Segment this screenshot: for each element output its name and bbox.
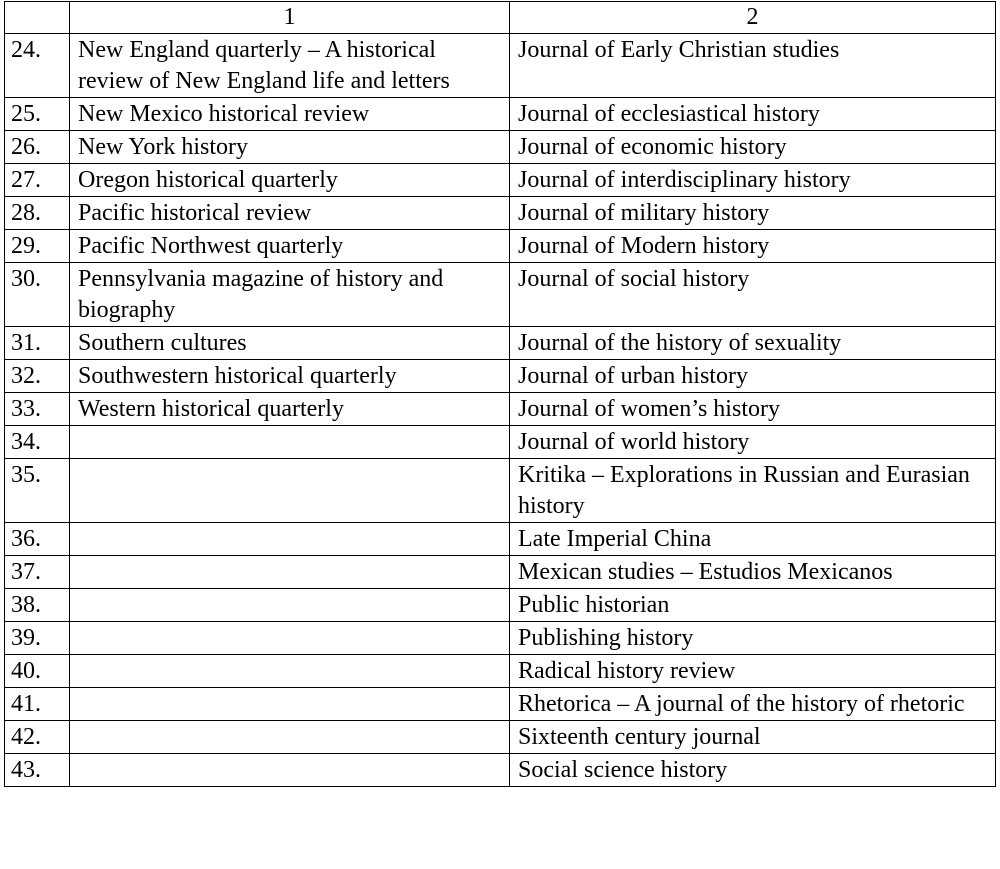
- table-row: [5, 131, 996, 164]
- column-2-cell: Social science history: [510, 754, 996, 787]
- column-2-cell: Journal of the history of sexuality: [510, 327, 996, 360]
- row-number: 31.: [5, 327, 70, 360]
- column-1-cell: Western historical quarterly: [70, 393, 510, 426]
- row-number: 33.: [5, 393, 70, 426]
- column-1-cell: [70, 655, 510, 688]
- row-number: 42.: [5, 721, 70, 754]
- column-1-cell: [70, 459, 510, 523]
- column-1-cell: New York history: [70, 131, 510, 164]
- column-1-cell: [70, 622, 510, 655]
- table-row: [5, 360, 996, 393]
- column-1-cell: New Mexico historical review: [70, 98, 510, 131]
- table-row: [5, 263, 996, 327]
- column-2-cell: Journal of women’s history: [510, 393, 996, 426]
- row-number: 39.: [5, 622, 70, 655]
- table-row: [5, 655, 996, 688]
- row-number: 28.: [5, 197, 70, 230]
- table-row: [5, 34, 996, 98]
- table-row: [5, 459, 996, 523]
- table-row: [5, 523, 996, 556]
- row-number: 41.: [5, 688, 70, 721]
- table-header-row: [5, 2, 996, 34]
- row-number: 37.: [5, 556, 70, 589]
- column-2-cell: Journal of ecclesiastical history: [510, 98, 996, 131]
- column-1-cell: Southwestern historical quarterly: [70, 360, 510, 393]
- table-row: [5, 426, 996, 459]
- row-number: 34.: [5, 426, 70, 459]
- row-number: 30.: [5, 263, 70, 327]
- row-number: 25.: [5, 98, 70, 131]
- table-row: [5, 98, 996, 131]
- column-2-cell: Public historian: [510, 589, 996, 622]
- column-2-cell: Journal of interdisciplinary history: [510, 164, 996, 197]
- row-number: 36.: [5, 523, 70, 556]
- column-1-cell: [70, 721, 510, 754]
- table-row: [5, 197, 996, 230]
- column-1-cell: [70, 754, 510, 787]
- table-row: [5, 393, 996, 426]
- row-number: 24.: [5, 34, 70, 98]
- row-number: 29.: [5, 230, 70, 263]
- column-1-cell: New England quarterly – A historical review of New England life and letters: [70, 34, 510, 98]
- table-row: [5, 230, 996, 263]
- column-2-cell: Rhetorica – A journal of the history of rhetoric: [510, 688, 996, 721]
- column-2-cell: Sixteenth century journal: [510, 721, 996, 754]
- table-row: [5, 721, 996, 754]
- column-1-cell: Southern cultures: [70, 327, 510, 360]
- column-1-cell: [70, 688, 510, 721]
- column-1-cell: Pacific historical review: [70, 197, 510, 230]
- row-number: 35.: [5, 459, 70, 523]
- column-1-cell: [70, 426, 510, 459]
- row-number: 32.: [5, 360, 70, 393]
- table-row: [5, 688, 996, 721]
- column-1-cell: Pennsylvania magazine of history and biography: [70, 263, 510, 327]
- column-2-cell: Journal of Early Christian studies: [510, 34, 996, 98]
- column-1-cell: [70, 556, 510, 589]
- table-row: [5, 327, 996, 360]
- row-number: 43.: [5, 754, 70, 787]
- column-2-cell: Kritika – Explorations in Russian and Eurasian history: [510, 459, 996, 523]
- table-row: [5, 164, 996, 197]
- table-row: [5, 589, 996, 622]
- column-1-cell: [70, 589, 510, 622]
- table-row: [5, 754, 996, 787]
- column-2-cell: Radical history review: [510, 655, 996, 688]
- row-number: 27.: [5, 164, 70, 197]
- header-cell-column-2: 2: [510, 2, 996, 34]
- header-cell-column-1: 1: [70, 2, 510, 34]
- column-2-cell: Journal of world history: [510, 426, 996, 459]
- column-2-cell: Publishing history: [510, 622, 996, 655]
- column-2-cell: Journal of Modern history: [510, 230, 996, 263]
- row-number: 26.: [5, 131, 70, 164]
- column-2-cell: Journal of military history: [510, 197, 996, 230]
- table-row: [5, 622, 996, 655]
- column-1-cell: Pacific Northwest quarterly: [70, 230, 510, 263]
- column-1-cell: Oregon historical quarterly: [70, 164, 510, 197]
- column-2-cell: Mexican studies – Estudios Mexicanos: [510, 556, 996, 589]
- column-2-cell: Journal of urban history: [510, 360, 996, 393]
- journal-table: [4, 1, 996, 787]
- row-number: 38.: [5, 589, 70, 622]
- column-2-cell: Journal of economic history: [510, 131, 996, 164]
- column-1-cell: [70, 523, 510, 556]
- column-2-cell: Journal of social history: [510, 263, 996, 327]
- table-row: [5, 556, 996, 589]
- header-cell-number: [5, 2, 70, 34]
- row-number: 40.: [5, 655, 70, 688]
- column-2-cell: Late Imperial China: [510, 523, 996, 556]
